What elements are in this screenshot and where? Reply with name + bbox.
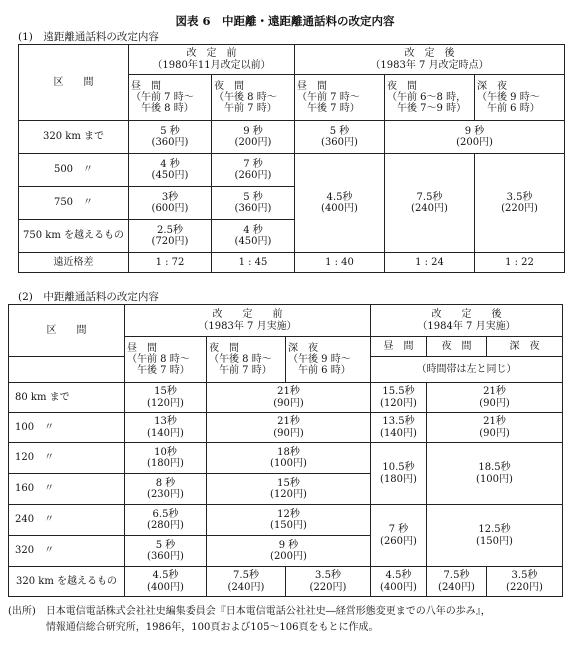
table-row [19, 253, 565, 273]
row-label: 遠近格差 [19, 253, 129, 273]
col-late: 深 夜 （午後 9 時～ 午前 6 時） [286, 337, 371, 383]
cell: 4.5秒 (400円) [371, 567, 427, 597]
cell: 8 秒 (230円) [125, 474, 207, 505]
cell: 10秒 (180円) [125, 443, 207, 474]
before-header: 改 定 前 （1980年11月改定以前） [129, 45, 295, 75]
cell: 21秒 (90円) [207, 413, 371, 443]
cell: 21秒 (90円) [207, 383, 371, 413]
long-distance-table [18, 44, 565, 273]
table-row [19, 154, 565, 187]
cell: 15秒 (120円) [125, 383, 207, 413]
cell: 1 : 24 [385, 253, 475, 273]
cell: 7.5秒 (240円) [207, 567, 286, 597]
after-day-header: 昼 間 [371, 337, 427, 357]
cell: 1 : 45 [212, 253, 295, 273]
row-label: 80 km まで [9, 383, 125, 413]
cell: 7.5秒 (240円) [385, 154, 475, 253]
col-day-after: 昼 間 （午前 7 時～ 午後 7 時） [295, 75, 385, 121]
row-label: 320 km を越えるもの [9, 567, 125, 597]
source-text: 日本電信電話株式会社社史編集委員会『日本電信電話公社社史―経営形態変更までの八年の歩み』， 情報通信総合研究所，1986年，100頁および105～106頁をもとに作成。 [45, 606, 491, 633]
cell: 3.5秒 (220円) [487, 567, 563, 597]
row-label: 320 〃 [9, 536, 125, 567]
row-label: 320 km まで [19, 121, 129, 154]
kukan-header: 区 間 [19, 45, 129, 121]
cell: 1 : 40 [295, 253, 385, 273]
col-night-before: 夜 間 （午後 8 時～ 午前 7 時） [212, 75, 295, 121]
cell: 15.5秒 (120円) [371, 383, 427, 413]
cell: 9 秒 (200円) [385, 121, 565, 154]
table-row [9, 383, 563, 413]
row-label: 120 〃 [9, 443, 125, 474]
cell: 10.5秒 (180円) [371, 443, 427, 505]
cell: 1 : 22 [475, 253, 565, 273]
table-row [9, 567, 563, 597]
cell: 5 秒 (360円) [212, 187, 295, 220]
cell: 21秒 (90円) [427, 383, 563, 413]
cell: 1 : 72 [129, 253, 212, 273]
col-night-after: 夜 間 （午前 6～8 時， 午後 7～9 時） [385, 75, 475, 121]
row-label: 100 〃 [9, 413, 125, 443]
cell: 6.5秒 (280円) [125, 505, 207, 536]
cell: 3秒 (600円) [129, 187, 212, 220]
cell: 12.5秒 (150円) [427, 505, 563, 567]
row-label: 240 〃 [9, 505, 125, 536]
cell: 21秒 (90円) [427, 413, 563, 443]
mid-distance-table [8, 304, 563, 597]
cell: 5 秒 (360円) [125, 536, 207, 567]
row-label: 750 km を越えるもの [19, 220, 129, 253]
cell: 5 秒 (360円) [295, 121, 385, 154]
row-label: 500 〃 [19, 154, 129, 187]
after-note: （時間帯は左と同じ） [371, 357, 563, 383]
section2-title: (2) 中距離通話料の改定内容 [18, 291, 159, 303]
cell: 12秒 (150円) [207, 505, 371, 536]
cell: 9 秒 (200円) [207, 536, 371, 567]
cell: 9 秒 (200円) [212, 121, 295, 154]
cell: 4 秒 (450円) [212, 220, 295, 253]
table-row [9, 413, 563, 443]
after-late-header: 深 夜 [487, 337, 563, 357]
section1-title: (1) 遠距離通話料の改定内容 [18, 31, 159, 43]
row-label: 160 〃 [9, 474, 125, 505]
cell: 7 秒 (260円) [212, 154, 295, 187]
row-label: 750 〃 [19, 187, 129, 220]
cell: 4 秒 (450円) [129, 154, 212, 187]
cell: 5 秒 (360円) [129, 121, 212, 154]
before-header: 改 定 前 （1983年 7 月実施） [125, 305, 371, 337]
cell: 18.5秒 (100円) [427, 443, 563, 505]
cell: 7.5秒 (240円) [427, 567, 487, 597]
cell: 13.5秒 (140円) [371, 413, 427, 443]
col-late-after: 深 夜 （午後 9 時～ 午前 6 時） [475, 75, 565, 121]
after-night-header: 夜 間 [427, 337, 487, 357]
source-note [8, 604, 491, 635]
after-header: 改 定 後 （1984年 7 月実施） [371, 305, 563, 337]
after-header: 改 定 後 （1983年 7 月改定時点） [295, 45, 565, 75]
cell: 7 秒 (260円) [371, 505, 427, 567]
table-row [9, 505, 563, 536]
figure-title: 図表 6 中距離・遠距離通話料の改定内容 [175, 14, 395, 28]
cell: 4.5秒 (400円) [125, 567, 207, 597]
cell: 4.5秒 (400円) [295, 154, 385, 253]
source-label: (出所) [8, 606, 36, 617]
table-row [19, 121, 565, 154]
cell: 18秒 (100円) [207, 443, 371, 474]
table-row [9, 443, 563, 474]
col-night: 夜 間 （午後 8 時～ 午前 7 時） [207, 337, 286, 383]
col-day-before: 昼 間 （午前 7 時～ 午後 8 時） [129, 75, 212, 121]
cell: 3.5秒 (220円) [475, 154, 565, 253]
kukan-header: 区 間 [9, 305, 125, 357]
cell: 15秒 (120円) [207, 474, 371, 505]
col-day: 昼 間 （午前 8 時～ 午後 7 時） [125, 337, 207, 383]
cell: 13秒 (140円) [125, 413, 207, 443]
cell: 3.5秒 (220円) [286, 567, 371, 597]
cell: 2.5秒 (720円) [129, 220, 212, 253]
